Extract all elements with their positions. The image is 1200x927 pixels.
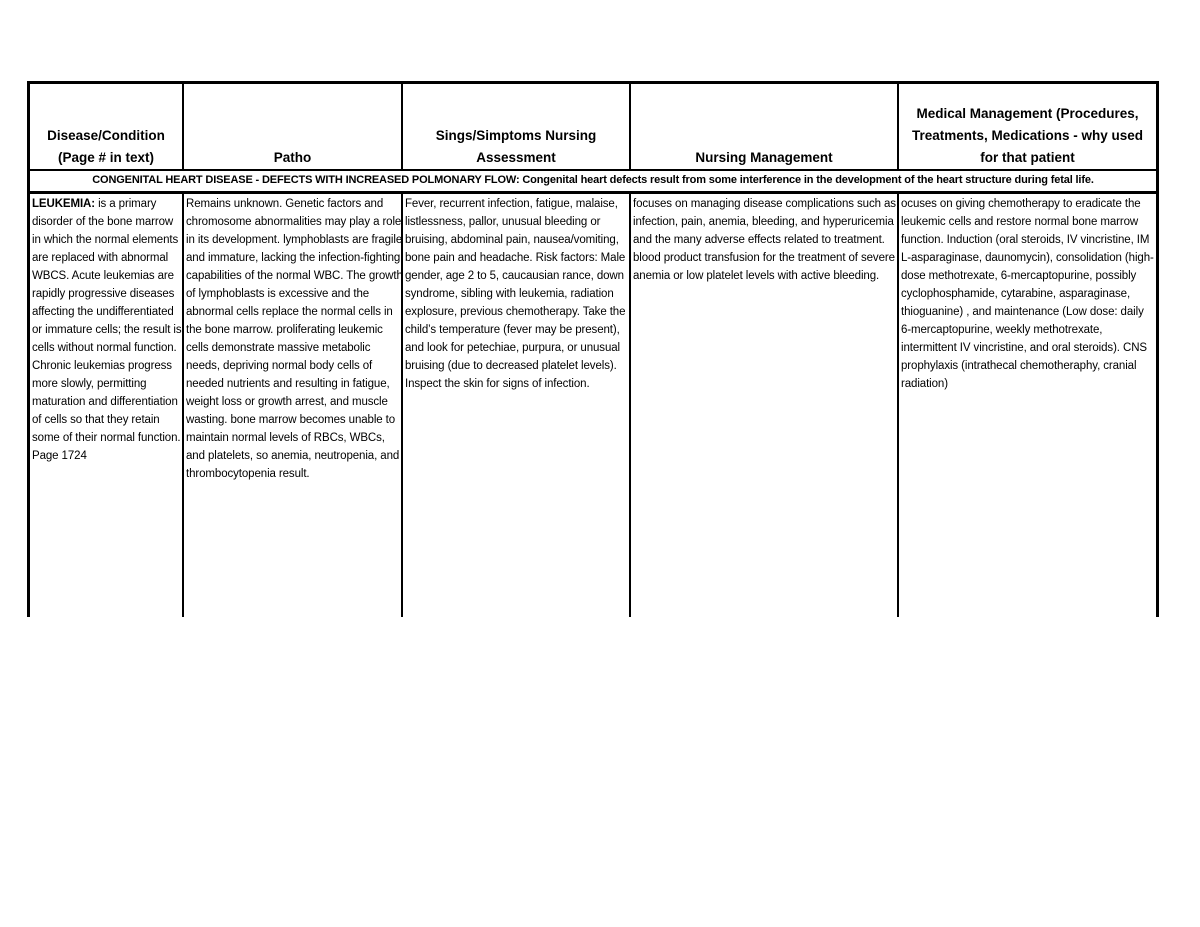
cell-nursing-management xyxy=(631,195,897,285)
header-patho xyxy=(184,85,401,169)
medical-management-text: ocuses on giving chemotherapy to eradicate the leukemic cells and restore normal bone marrow function. Induction (oral steroids, IV vincristine, IM L-asparaginase, daunomycin), consolidation (high-dose methotrexate, 6-mercaptopurine, possibly cyclophosphamide, cytarabine, asparaginase, thioguanine) , and maintenance (Low dose: daily 6-mercaptopurine, weekly methotrexate, intermittent IV vincristine, and oral steroids). CNS prophylaxis (intrathecal chemotheraphy, cranial radiation) xyxy=(901,198,1154,390)
disease-description: is a primary disorder of the bone marrow in which the normal elements are replaced with abnormal WBCS. Acute leukemias are rapidly progressive diseases affecting the undifferentiated or immature cells; the result is cells without normal function. Chronic leukemias progress more slowly, permitting maturation and differentiation of cells so that they retain some of their normal function. xyxy=(32,198,182,444)
header-nursing-management xyxy=(631,85,897,169)
header-medical-management xyxy=(899,85,1156,169)
section-banner: CONGENITAL HEART DISEASE - DEFECTS WITH INCREASED POLMONARY FLOW: Congenital heart defects result from some interference in the development of the heart structure during fetal life. xyxy=(92,174,1094,186)
header-label: Patho xyxy=(273,150,312,165)
header-label: Sings/Simptoms Nursing Assessment xyxy=(435,128,597,165)
header-disease-condition xyxy=(30,85,182,169)
disease-name: LEUKEMIA: xyxy=(32,198,95,210)
nursing-management-text: focuses on managing disease complications such as infection, pain, anemia, bleeding, and hyperuricemia and the many adverse effects related to treatment. blood product transfusion for the treatment of severe anemia or low platelet levels with active bleeding. xyxy=(633,198,896,282)
cell-medical-management xyxy=(899,195,1156,393)
cell-signs-symptoms xyxy=(403,195,629,393)
cell-disease-condition xyxy=(30,195,184,465)
table-top-border xyxy=(27,81,1159,84)
cell-patho xyxy=(184,195,403,483)
header-label: Disease/Condition (Page # in text) xyxy=(47,128,165,165)
header-label: Nursing Management xyxy=(695,150,833,165)
header-signs-symptoms xyxy=(403,85,629,169)
column-border xyxy=(1156,81,1159,617)
page-reference: Page 1724 xyxy=(32,450,87,462)
patho-text: Remains unknown. Genetic factors and chromosome abnormalities may play a role in its development. lymphoblasts are fragile and immature, lacking the infection-fighting capabilities of the normal WBC. The growth of lymphoblasts is excessive and the abnormal cells replace the normal cells in the bone marrow. proliferating leukemic cells demonstrate massive metabolic needs, depriving normal body cells of needed nutrients and resulting in fatigue, weight loss or growth arrest, and muscle wasting. bone marrow becomes unable to maintain normal levels of RBCs, WBCs, and platelets, so anemia, neutropenia, and thrombocytopenia result. xyxy=(186,198,403,480)
signs-symptoms-text: Fever, recurrent infection, fatigue, malaise, listlessness, pallor, unusual bleeding or bruising, abdominal pain, nausea/vomiting, bone pain and headache. Risk factors: Male gender, age 2 to 5, caucausian rance, down syndrome, sibling with leukemia, radiation explosure, previous chemotherapy. Take the child’s temperature (fever may be present), and look for petechiae, purpura, or unusual bruising (due to decreased platelet levels). Inspect the skin for signs of infection. xyxy=(405,198,626,390)
header-label: Medical Management (Procedures, Treatments, Medications - why used for that patient xyxy=(911,106,1144,165)
